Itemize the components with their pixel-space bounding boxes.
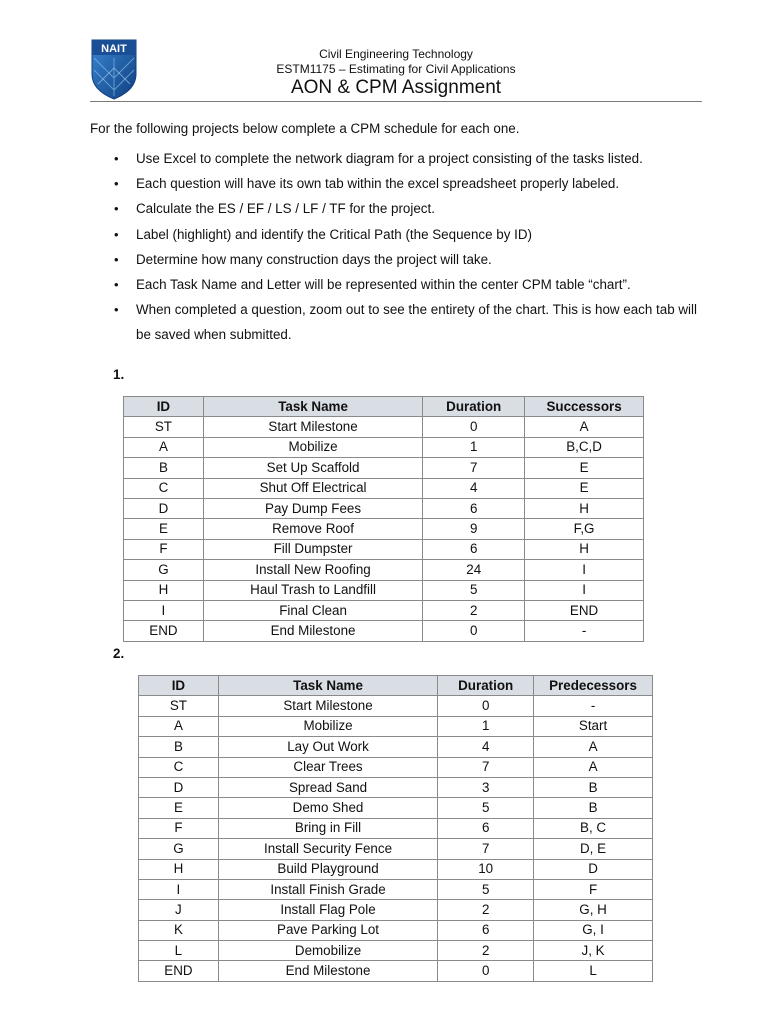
instruction-item: • Determine how many construction days the project will take. <box>90 247 710 272</box>
table-row <box>139 818 653 838</box>
cell-id: B <box>139 737 219 757</box>
cell-task-name: Haul Trash to Landfill <box>203 580 422 600</box>
question-2-task-table <box>138 675 653 982</box>
table-row <box>124 560 644 580</box>
instruction-item: • Use Excel to complete the network diagram for a project consisting of the tasks listed. <box>90 146 710 171</box>
table-row <box>139 920 653 940</box>
cell-duration: 6 <box>423 539 525 559</box>
table-row <box>139 879 653 899</box>
cell-duration: 5 <box>438 879 534 899</box>
cell-relation: L <box>534 961 653 981</box>
cell-duration: 24 <box>423 560 525 580</box>
instruction-item: • Each Task Name and Letter will be represented within the center CPM table “chart”. <box>90 272 710 297</box>
cell-id: D <box>139 777 219 797</box>
cell-id: K <box>139 920 219 940</box>
table-row <box>139 839 653 859</box>
table-row <box>124 580 644 600</box>
cell-id: H <box>139 859 219 879</box>
cell-task-name: Mobilize <box>203 437 422 457</box>
table-row <box>124 621 644 641</box>
cell-task-name: Pay Dump Fees <box>203 498 422 518</box>
cell-task-name: Install Security Fence <box>218 839 437 859</box>
cell-relation: A <box>534 737 653 757</box>
table-row <box>139 798 653 818</box>
column-header-duration: Duration <box>438 676 534 696</box>
column-header-id: ID <box>124 397 204 417</box>
column-header-id: ID <box>139 676 219 696</box>
table-header-row <box>124 397 644 417</box>
table-row <box>139 757 653 777</box>
cell-id: E <box>124 519 204 539</box>
cell-id: ST <box>124 417 204 437</box>
column-header-task-name: Task Name <box>218 676 437 696</box>
cell-task-name: Fill Dumpster <box>203 539 422 559</box>
cell-duration: 0 <box>438 696 534 716</box>
cell-relation: B <box>534 798 653 818</box>
instruction-item: • Calculate the ES / EF / LS / LF / TF for the project. <box>90 196 710 221</box>
cell-task-name: Bring in Fill <box>218 818 437 838</box>
cell-duration: 0 <box>423 417 525 437</box>
cell-task-name: Demobilize <box>218 941 437 961</box>
table-row <box>139 737 653 757</box>
cell-duration: 1 <box>438 716 534 736</box>
cell-duration: 10 <box>438 859 534 879</box>
cell-relation: A <box>525 417 644 437</box>
cell-duration: 5 <box>438 798 534 818</box>
cell-relation: H <box>525 539 644 559</box>
cell-id: F <box>124 539 204 559</box>
cell-id: J <box>139 900 219 920</box>
cell-relation: I <box>525 580 644 600</box>
cell-id: END <box>139 961 219 981</box>
cell-task-name: Demo Shed <box>218 798 437 818</box>
logo-wordmark: NAIT <box>101 43 127 55</box>
table-row <box>139 859 653 879</box>
course-code: ESTM1175 – Estimating for Civil Applications <box>276 62 516 76</box>
table-row <box>124 417 644 437</box>
cell-id: F <box>139 818 219 838</box>
cell-duration: 0 <box>438 961 534 981</box>
table-row <box>139 961 653 981</box>
cell-task-name: Spread Sand <box>218 777 437 797</box>
cell-relation: Start <box>534 716 653 736</box>
cell-duration: 7 <box>423 458 525 478</box>
table-row <box>139 900 653 920</box>
cell-task-name: End Milestone <box>203 621 422 641</box>
cell-relation: END <box>525 600 644 620</box>
nait-shield-logo <box>90 38 138 100</box>
cell-id: C <box>139 757 219 777</box>
cell-duration: 4 <box>438 737 534 757</box>
cell-relation: I <box>525 560 644 580</box>
cell-task-name: End Milestone <box>218 961 437 981</box>
cell-relation: A <box>534 757 653 777</box>
column-header-duration: Duration <box>423 397 525 417</box>
cell-relation: G, H <box>534 900 653 920</box>
cell-duration: 2 <box>423 600 525 620</box>
cell-task-name: Remove Roof <box>203 519 422 539</box>
table-row <box>124 539 644 559</box>
table-row <box>139 716 653 736</box>
cell-relation: D, E <box>534 839 653 859</box>
cell-task-name: Set Up Scaffold <box>203 458 422 478</box>
cell-relation: B, C <box>534 818 653 838</box>
cell-task-name: Build Playground <box>218 859 437 879</box>
cell-task-name: Lay Out Work <box>218 737 437 757</box>
cell-duration: 5 <box>423 580 525 600</box>
cell-duration: 3 <box>438 777 534 797</box>
instruction-item: • Label (highlight) and identify the Critical Path (the Sequence by ID) <box>90 222 710 247</box>
table-row <box>124 458 644 478</box>
cell-relation: D <box>534 859 653 879</box>
cell-relation: - <box>525 621 644 641</box>
cell-relation: H <box>525 498 644 518</box>
cell-task-name: Start Milestone <box>218 696 437 716</box>
table-row <box>124 519 644 539</box>
table-header-row <box>139 676 653 696</box>
cell-id: G <box>139 839 219 859</box>
cell-duration: 4 <box>423 478 525 498</box>
cell-duration: 1 <box>423 437 525 457</box>
cell-id: A <box>124 437 204 457</box>
cell-relation: E <box>525 458 644 478</box>
cell-relation: F <box>534 879 653 899</box>
cell-task-name: Pave Parking Lot <box>218 920 437 940</box>
cell-id: A <box>139 716 219 736</box>
cell-task-name: Install New Roofing <box>203 560 422 580</box>
cell-duration: 6 <box>438 920 534 940</box>
cell-task-name: Clear Trees <box>218 757 437 777</box>
cell-id: E <box>139 798 219 818</box>
instruction-item: • Each question will have its own tab within the excel spreadsheet properly labeled. <box>90 171 710 196</box>
cell-relation: G, I <box>534 920 653 940</box>
cell-id: H <box>124 580 204 600</box>
table-row <box>139 777 653 797</box>
cell-id: D <box>124 498 204 518</box>
cell-id: ST <box>139 696 219 716</box>
cell-relation: - <box>534 696 653 716</box>
cell-id: I <box>124 600 204 620</box>
cell-duration: 7 <box>438 839 534 859</box>
cell-id: I <box>139 879 219 899</box>
cell-duration: 0 <box>423 621 525 641</box>
cell-relation: B,C,D <box>525 437 644 457</box>
column-header-successors: Successors <box>525 397 644 417</box>
cell-task-name: Final Clean <box>203 600 422 620</box>
cell-relation: B <box>534 777 653 797</box>
program-name: Civil Engineering Technology <box>319 47 473 61</box>
document-header <box>0 0 768 104</box>
document-title: AON & CPM Assignment <box>290 77 502 98</box>
cell-duration: 6 <box>438 818 534 838</box>
question-1-task-table <box>123 396 644 642</box>
cell-duration: 9 <box>423 519 525 539</box>
cell-id: G <box>124 560 204 580</box>
cell-duration: 6 <box>423 498 525 518</box>
cell-duration: 7 <box>438 757 534 777</box>
cell-task-name: Mobilize <box>218 716 437 736</box>
table-row <box>124 498 644 518</box>
cell-relation: F,G <box>525 519 644 539</box>
cell-task-name: Start Milestone <box>203 417 422 437</box>
column-header-task-name: Task Name <box>203 397 422 417</box>
cell-task-name: Install Flag Pole <box>218 900 437 920</box>
cell-relation: E <box>525 478 644 498</box>
instruction-list <box>90 146 710 348</box>
cell-id: C <box>124 478 204 498</box>
cell-id: B <box>124 458 204 478</box>
cell-relation: J, K <box>534 941 653 961</box>
cell-task-name: Install Finish Grade <box>218 879 437 899</box>
cell-duration: 2 <box>438 941 534 961</box>
instruction-item: • When completed a question, zoom out to see the entirety of the chart. This is how each tab will be saved when submitted. <box>90 297 710 347</box>
header-divider <box>90 101 702 102</box>
table-row <box>124 600 644 620</box>
table-row <box>124 478 644 498</box>
table-row <box>124 437 644 457</box>
column-header-predecessors: Predecessors <box>534 676 653 696</box>
table-row <box>139 696 653 716</box>
cell-id: L <box>139 941 219 961</box>
question-2-label: 2. <box>113 646 125 661</box>
cell-duration: 2 <box>438 900 534 920</box>
cell-task-name: Shut Off Electrical <box>203 478 422 498</box>
intro-text: For the following projects below complete a CPM schedule for each one. <box>90 121 520 136</box>
table-row <box>139 941 653 961</box>
question-1-label: 1. <box>113 367 125 382</box>
cell-id: END <box>124 621 204 641</box>
